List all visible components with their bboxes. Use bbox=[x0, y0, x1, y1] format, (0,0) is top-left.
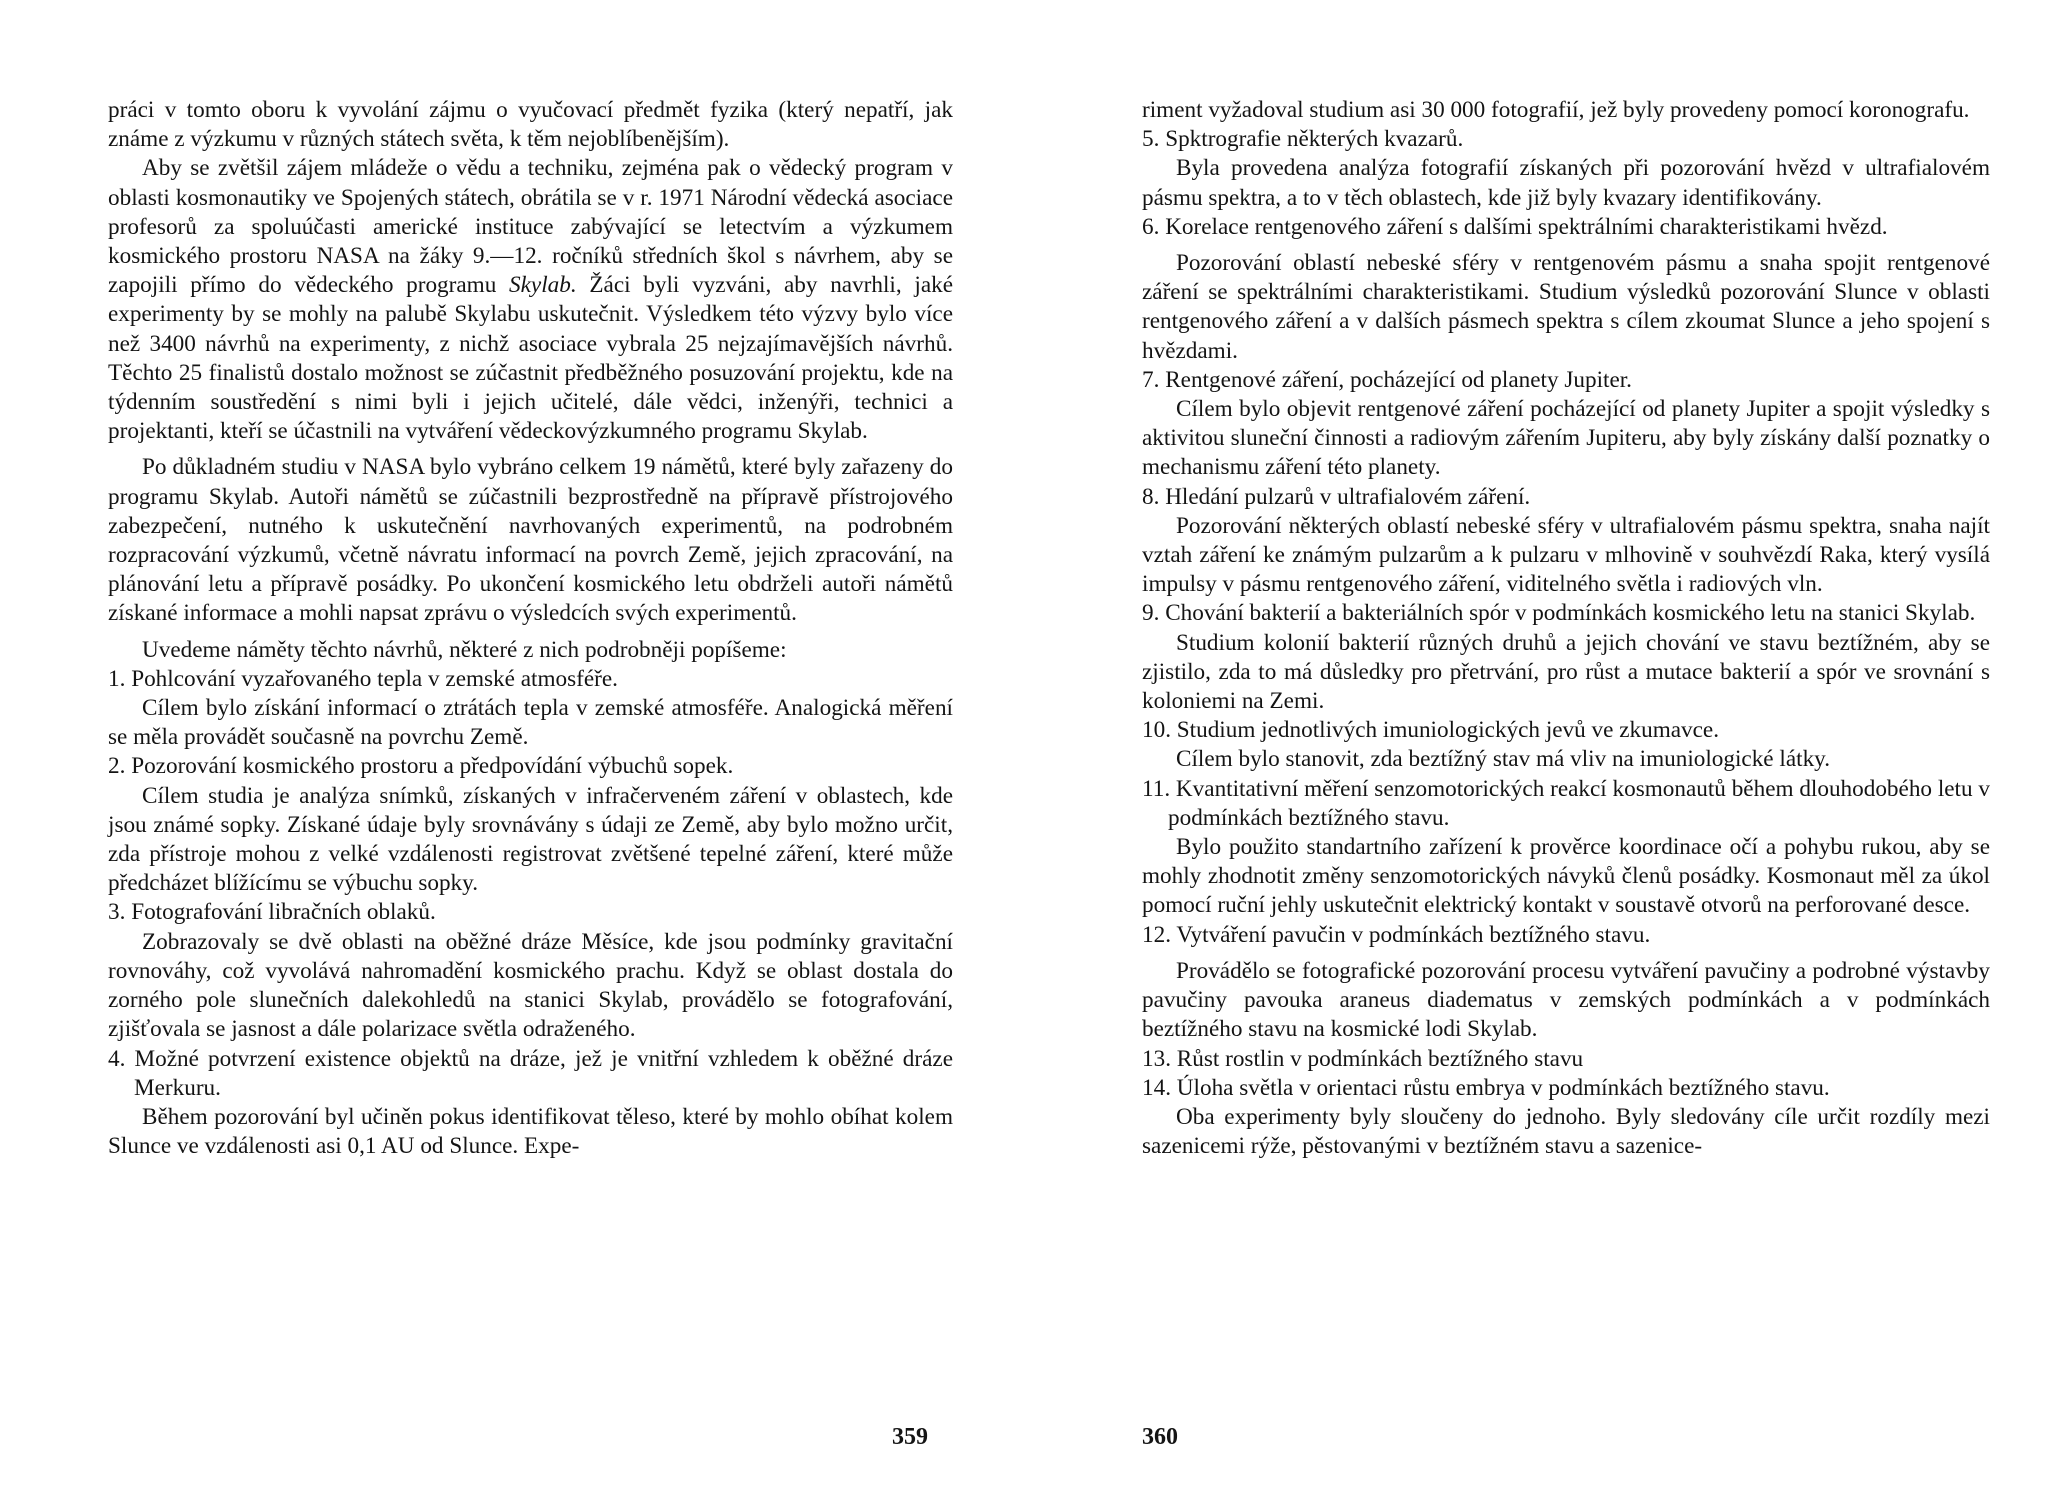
paragraph: Uvedeme náměty těchto návrhů, některé z nich podrobněji popíšeme: bbox=[142, 636, 787, 663]
paragraph: Byla provedena analýza fotografií získaných při pozorování hvězd v ultrafialovém pásmu spektra, a to v těch oblastech, kde již byly kvazary identifikovány. bbox=[1142, 155, 1990, 211]
list-item-heading: 12. Vytváření pavučin v podmínkách beztížného stavu. bbox=[1142, 921, 1651, 948]
paragraph-text: Aby se zvětšil zájem mládeže o vědu a techniku, zejména pak o vědecký program v oblasti kosmonautiky ve Spojených státech, obrátila se v r. 1971 Národní vědecká asociace profesorů za spoluúčasti americké instituce zabývající se letectvím a výzkumem kosmického prostoru NASA na žáky 9.—12. ročníků středních škol s návrhem, aby se zapojili přímo do vědeckého programu bbox=[108, 155, 953, 299]
paragraph: Během pozorování byl učiněn pokus identifikovat těleso, které by mohlo obíhat kolem Slunce ve vzdálenosti asi 0,1 AU od Slunce. Expe- bbox=[108, 1103, 953, 1160]
list-item-heading: 14. Úloha světla v orientaci růstu embrya v podmínkách beztížného stavu. bbox=[1142, 1074, 1830, 1101]
italic-term: Skylab. bbox=[509, 272, 577, 299]
list-item-heading: 6. Korelace rentgenového záření s dalšími spektrálními charakteristikami hvězd. bbox=[1142, 213, 1888, 240]
page-number: 359 bbox=[892, 1424, 928, 1450]
list-item-heading: 3. Fotografování libračních oblaků. bbox=[108, 899, 436, 926]
right-page bbox=[1142, 96, 1990, 1161]
list-item-heading: 4. Možné potvrzení existence objektů na dráze, jež je vnitřní vzhledem k oběžné dráze Merkuru. bbox=[108, 1045, 953, 1101]
paragraph: Oba experimenty byly sloučeny do jednoho. Byly sledovány cíle určit rozdíly mezi sazenicemi rýže, pěstovanými v beztížném stavu a sazenice- bbox=[1142, 1103, 1990, 1160]
left-page bbox=[108, 96, 953, 1161]
paragraph: Bylo použito standartního zařízení k prověrce koordinace očí a pohybu rukou, aby se mohly zhodnotit změny senzomotorických návyků členů posádky. Kosmonaut měl za úkol pomocí ruční jehly uskutečnit elektrický kontakt v soustavě otvorů na perforované desce. bbox=[1142, 834, 1990, 919]
paragraph: Po důkladném studiu v NASA bylo vybráno celkem 19 námětů, které byly zařazeny do programu Skylab. Autoři námětů se zúčastnili bezprostředně na přípravě přístrojového zabezpečení, nutného k uskutečnění navrhovaných experimentů, na podrobném rozpracování výzkumů, včetně návratu informací na povrch Země, jejich zpracování, na plánování letu a přípravě posádky. Po ukončení kosmického letu obdrželi autoři námětů získané informace a mohli napsat zprávu o výsledcích svých experimentů. bbox=[108, 454, 953, 627]
list-item-heading: 11. Kvantitativní měření senzomotorických reakcí kosmonautů během dlouhodobého letu v podmínkách beztížného stavu. bbox=[1142, 775, 1990, 831]
paragraph: Studium kolonií bakterií různých druhů a jejich chování ve stavu beztížném, aby se zjistilo, zda to má důsledky pro přetrvání, pro růst a mutace bakterií a spór ve srovnání s koloniemi na Zemi. bbox=[1142, 629, 1990, 715]
paragraph: Cílem bylo stanovit, zda beztížný stav má vliv na imuniologické látky. bbox=[1176, 746, 1831, 773]
paragraph-text: Žáci byli vyzváni, aby navrhli, jaké experimenty by se mohly na palubě Skylabu uskutečnit. Výsledkem této výzvy bylo více než 3400 návrhů na experimenty, z nichž asociace vybrala 25 nejzajímavějších návrhů. Těchto 25 finalistů dostalo možnost se zúčastnit předběžného posuzování projektu, kde na týdenním soustředění s nimi byli i jejich učitelé, dále vědci, inženýři, technici a projektanti, kteří se účastnili na vytváření vědeckovýzkumného programu Skylab. bbox=[108, 272, 954, 445]
paragraph: Cílem bylo objevit rentgenové záření pocházející od planety Jupiter a spojit výsledky s aktivitou sluneční činnosti a radiovým zářením Jupiteru, aby byly získány další poznatky o mechanismu záření této planety. bbox=[1142, 396, 1990, 481]
list-item-heading: 7. Rentgenové záření, pocházející od planety Jupiter. bbox=[1142, 366, 1632, 393]
paragraph bbox=[108, 154, 953, 446]
paragraph: Cílem studia je analýza snímků, získaných v infračerveném záření v oblastech, kde jsou známé sopky. Získané údaje byly srovnávány s údaji ze Země, aby bylo možno určit, zda přístroje mohou z velké vzdálenosti registrovat zvětšené tepelné záření, které může předcházet blížícímu se výbuchu sopky. bbox=[108, 782, 953, 897]
list-item-heading: 5. Spktrografie některých kvazarů. bbox=[1142, 126, 1464, 153]
paragraph: Pozorování některých oblastí nebeské sféry v ultrafialovém pásmu spektra, snaha najít vztah záření ke známým pulzarům a k pulzaru v mlhovině v souhvězdí Raka, který vysílá impulsy v pásmu rentgenového záření, viditelného světla i radiových vln. bbox=[1142, 512, 1990, 598]
list-item-heading: 1. Pohlcování vyzařovaného tepla v zemské atmosféře. bbox=[108, 665, 618, 692]
paragraph: Pozorování oblastí nebeské sféry v rentgenovém pásmu a snaha spojit rentgenové záření se spektrálními charakteristikami. Studium výsledků pozorování Slunce v oblasti rentgenového záření a v dalších pásmech spektra s cílem zkoumat Slunce a jeho spojení s hvězdami. bbox=[1142, 250, 1990, 364]
paragraph: riment vyžadoval studium asi 30 000 fotografií, jež byly provedeny pomocí koronografu. bbox=[1142, 97, 1970, 123]
paragraph: práci v tomto oboru k vyvolání zájmu o vyučovací předmět fyzika (který nepatří, jak známe z výzkumu v různých státech světa, k těm nejoblíbenějším). bbox=[108, 97, 953, 153]
list-item-heading: 13. Růst rostlin v podmínkách beztížného stavu bbox=[1142, 1045, 1584, 1072]
list-item-heading: 10. Studium jednotlivých imuniologických jevů ve zkumavce. bbox=[1142, 717, 1720, 744]
paragraph: Zobrazovaly se dvě oblasti na oběžné dráze Měsíce, kde jsou podmínky gravitační rovnováhy, což vyvolává nahromadění kosmického prachu. Když se oblast dostala do zorného pole slunečních dalekohledů na stanici Skylab, provádělo se fotografování, zjišťovala se jasnost a dále polarizace světla odraženého. bbox=[108, 928, 953, 1043]
list-item-heading: 2. Pozorování kosmického prostoru a předpovídání výbuchů sopek. bbox=[108, 753, 734, 780]
page-number: 360 bbox=[1142, 1424, 1178, 1450]
paragraph: Cílem bylo získání informací o ztrátách tepla v zemské atmosféře. Analogická měření se měla provádět současně na povrchu Země. bbox=[108, 695, 953, 751]
list-item-heading: 9. Chování bakterií a bakteriálních spór v podmínkách kosmického letu na stanici Skylab. bbox=[1142, 600, 1976, 627]
list-item-heading: 8. Hledání pulzarů v ultrafialovém záření. bbox=[1142, 483, 1531, 510]
paragraph: Provádělo se fotografické pozorování procesu vytváření pavučiny a podrobné výstavby pavučiny pavouka araneus diadematus v zemských podmínkách a v podmínkách beztížného stavu na kosmické lodi Skylab. bbox=[1142, 957, 1990, 1043]
